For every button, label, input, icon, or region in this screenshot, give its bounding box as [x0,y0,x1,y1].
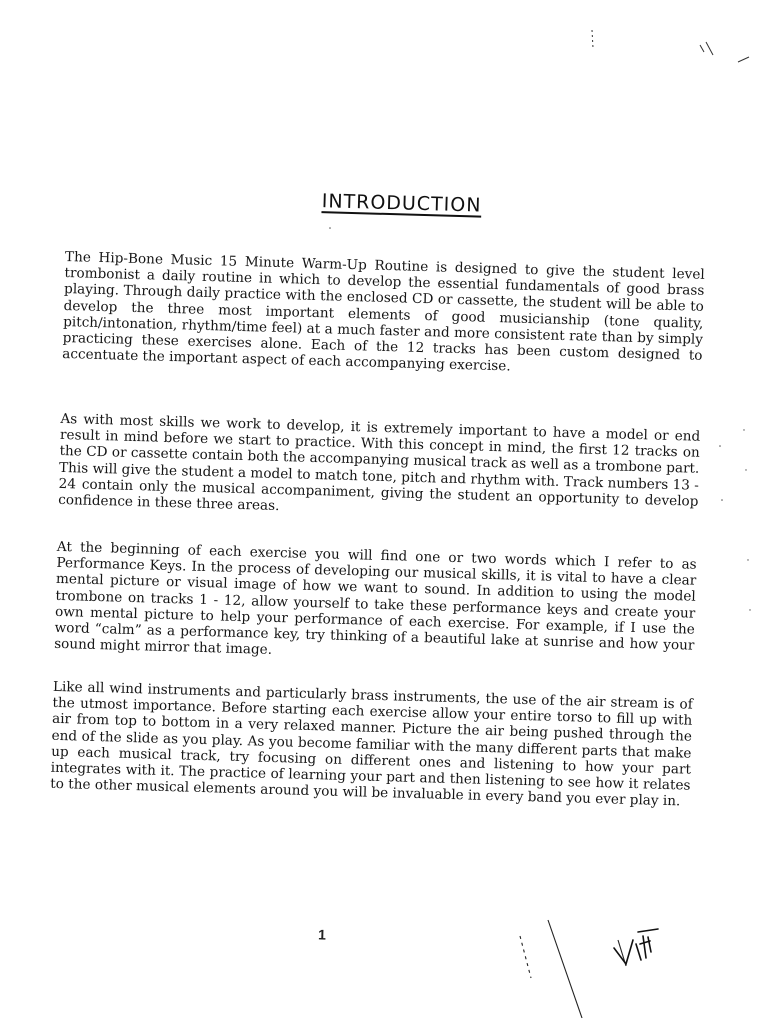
handwritten-initials [614,929,658,964]
bottom-pencil-strokes [520,920,626,1018]
paragraph-3: At the beginning of each exercise you will find one or two words which I refer to as Performance Keys. In the process of developing our musical skills, it is vital to have a clear mental picture or visual image of how we want to sound. In addition to using the model trombone on tracks 1 - 12, allow yourself to take these performance keys and create your own mental picture to help your performance of each exercise. For example, if I use the word “calm” as a performance key, try thinking of a beautiful lake at sunrise and how your sound might mirror that image. [53,538,697,659]
page-number: 1 [317,926,327,943]
paragraph-2: As with most skills we work to develop, it is extremely important to have a model or end result in mind before we start to practice. With this concept in mind, the first 12 tracks on the CD or cassette contain both the accompanying musical track as well as a trombone part. This will give the student a model to match tone, pitch and rhythm with. Track numbers 13 - 24 contain only the musical accompaniment, giving the student an opportunity to develop confidence in these three areas. [57,410,701,515]
page-title: INTRODUCTION [321,190,482,217]
margin-dots [329,227,751,611]
paragraph-1: The Hip-Bone Music 15 Minute Warm-Up Routine is designed to give the student level trombonist a daily routine in which to develop the essential fundamentals of good brass playing. Through daily practice with the enclosed CD or cassette, the student will be able to develop the three most important elements of good musicianship (tone quality, pitch/intonation, rhythm/time feel) at a much faster and more consistent rate than by simply practicing these exercises alone. Each of the 12 tracks has been custom designed to accentuate the important aspect of each accompanying exercise. [62,248,705,375]
paragraph-4: Like all wind instruments and particularly brass instruments, the use of the air stream is of the utmost importance. Before starting each exercise allow your entire torso to fill up with air from top to bottom in a very relaxed manner. Picture the air being pushed through the end of the slide as you play. As you become familiar with the many different parts that make up each musical track, try focusing on different ones and listening to how your part integrates with it. The practice of learning your part and then listening to see how it relates to the other musical elements around you will be invaluable in every band you ever play in. [50,678,693,810]
corner-scratch-marks [592,30,749,62]
